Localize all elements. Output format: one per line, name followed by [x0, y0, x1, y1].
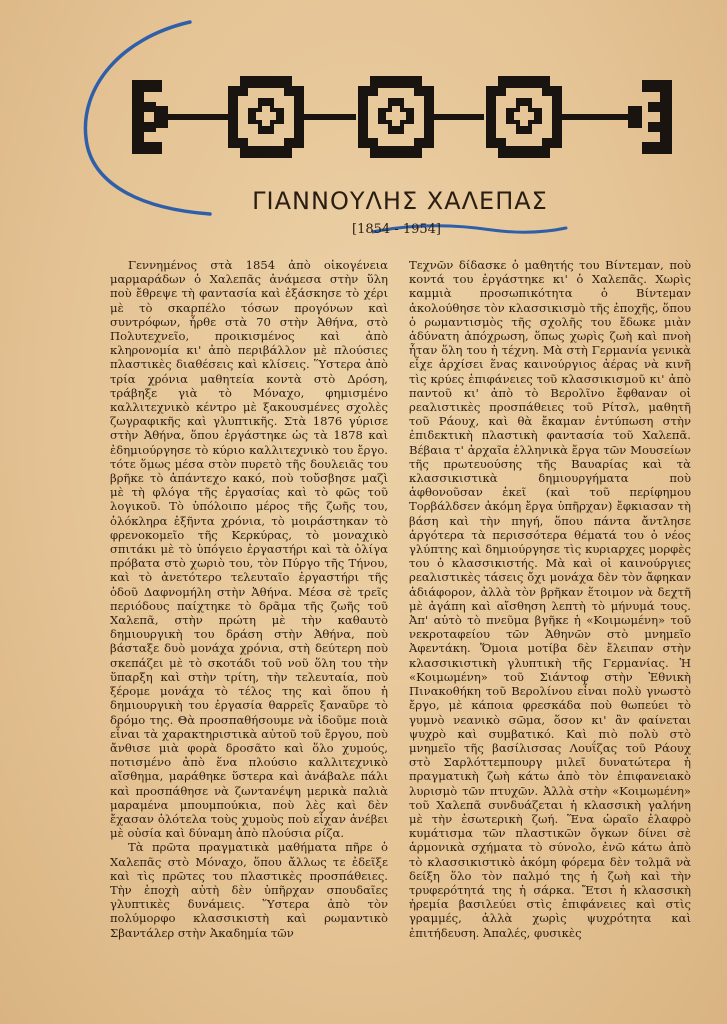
article-title-block — [230, 186, 570, 216]
paragraph: Γεννημένος στὰ 1854 ἀπὸ οἰκογένεια μαρμαράδων ὁ Χαλεπᾶς ἀνάμεσα στὴν ὕλη ποὺ ἔθρεψε τὴ φαντασία καὶ ἐξάσκησε τὸ χέρι μὲ τὸ σκαρπέλο τόσων προγόνων καὶ συντρόφων, ἦρθε στὰ 70 στὴν Ἀθήνα, στὸ Πολυτεχνεῖο, προικισμένος καὶ ἀπὸ κληρονομία κι' ἀπὸ περιβάλλον μὲ πλούσιες πλαστικὲς διαθέσεις καὶ κλίσεις. Ὕστερα ἀπὸ τρία χρόνια μαθητεία κοντὰ στὸ Δρόση, τράβηξε γιὰ τὸ Μόναχο, φημισμένο καλλιτεχνικὸ κέντρο μὲ ξακουσμένες σχολὲς ζωγραφικῆς καὶ γλυπτικῆς. Στὰ 1876 γύρισε στὴν Ἀθήνα, ὅπου ἐργάστηκε ὡς τὰ 1878 καὶ ἐδημιούργησε τὸ κύριο καλλιτεχνικὸ του ἔργο. τότε ὅμως μέσα στὸν πυρετὸ τῆς δουλειᾶς του βρῆκε τὸ ἀπάντεχο κακό, ποὺ τοὔσβησε μαζὶ μὲ τὴ φλόγα τῆς ἐργασίας καὶ τὸ φῶς τοῦ λογικοῦ. Τὸ ὑπόλοιπο μέρος τῆς ζωῆς του, ὁλόκληρα ἑξῆντα χρόνια, τὸ μοιράστηκαν τὸ φρενοκομεῖο τῆς Κερκύρας, τὸ μοναχικὸ σπιτάκι μὲ τὸ ὑπόγειο ἐργαστήρι καὶ τὰ ὀλίγα πρόβατα στὸ χωριὸ του, τὸν Πύργο τῆς Τήνου, καὶ τὸ ἀνετότερο τελευταῖο ἐργαστήρι τῆς ὁδοῦ Δαφνομήλη στὴν Ἀθήνα. Μέσα σὲ τρεῖς περιόδους παίχτηκε τὸ δρᾶμα τῆς ζωῆς τοῦ Χαλεπᾶ, στὴν πρώτη μὲ τὴν καθαυτὸ δημιουργικὴ του δράση στὴν Ἀθήνα, ποὺ βάσταξε δυὸ μονάχα χρόνια, στὴ δεύτερη ποὺ σκεπάζει μὲ τὸ σκοτάδι τοῦ νοῦ ὅλη του τὴν ὕπαρξη καὶ στὴν τρίτη, τὴν τελευταία, ποὺ ξέρομε μονάχα τὸ τέλος της καὶ ὅπου ἡ δημιουργικὴ του ἐργασία θαρρεῖς ξαναῦρε τὸ δρόμο της. Θὰ προσπαθήσουμε νὰ ἰδοῦμε ποιὰ εἶναι τὰ χαρακτηριστικὰ αὐτοῦ τοῦ ἔργου, ποὺ ἄνθισε μιὰ φορὰ δροσᾶτο καὶ ὅλο χυμούς, ποτισμένο ἀπὸ ἕνα πλούσιο καλλιτεχνικὸ αἴσθημα, μαράθηκε ὕστερα καὶ ἀνάβαλε πάλι καὶ προσπάθησε νὰ ζωντανέψη μερικὰ παλιὰ μαραμένα μπουμπούκια, ποὺ λὲς καὶ δὲν ἔχασαν ὁλότελα τοὺς χυμοὺς ποὺ εἶχαν ἀνέβει μὲ οὐσία καὶ δύναμη ἀπὸ πλούσια ρίζα. — [110, 258, 388, 841]
text-column-right — [409, 258, 691, 940]
paragraph: Τεχνῶν δίδασκε ὁ μαθητής του Βίντεμαν, ποὺ κοντά του ἐργάστηκε κι' ὁ Χαλεπᾶς. Χωρὶς καμμιὰ προσωπικότητα ὁ Βίντεμαν ἀκολούθησε τὸν κλασσικισμὸ τῆς ἐποχῆς, ὅπου ὁ ρωμαντισμὸς τῆς σχολῆς του ἔδωκε μιὰν ἀδύνατη ἀπόχρωση, ὅπως χωρὶς ζωὴ καὶ πνοὴ ἦταν ὅλη του ἡ τέχνη. Μὰ στὴ Γερμανία γενικὰ εἶχε ἀρχίσει ἕνας καινούργιος ἀέρας νὰ κινῆ τὶς κρύες ἐπιφάνειες τοῦ κλασσικισμοῦ κι' ἀπὸ παντοῦ κι' ἀπὸ τὸ Βερολῖνο ἔφθαναν οἱ ρεαλιστικὲς προσπάθειες τοῦ Ρίτσλ, μαθητῆ τοῦ Ράουχ, καὶ θὰ ἔκαμαν ἐντύπωση στὴν ἐπιδεκτικὴ πλαστικὴ φαντασία τοῦ Χαλεπᾶ. Βέβαια τ' ἀρχαῖα ἑλληνικὰ ἔργα τῶν Μουσείων τῆς πρωτευούσης τῆς Βαυαρίας καὶ τὰ κλασσικιστικὰ δημιουργήματα ποὺ ἀφθονοῦσαν ἐκεῖ (καὶ τοῦ περίφημου Τορβάλδσεν ἀκόμη ἔργα ὑπῆρχαν) ἔφκιασαν τὴ βάση καὶ τὴν πηγή, ὅπου πάντα ἄντλησε ἀργότερα τὰ περισσότερα θέματά του ὁ νέος γλύπτης καὶ δημιούργησε τὶς κυριαρχες μορφὲς του ὁ κλασσικιστής. Μὰ καὶ οἱ καινούργιες ρεαλιστικὲς τάσεις ὄχι μονάχα δὲν τὸν ἄφηκαν ἀδιάφορον, ἀλλὰ τὸν βρῆκαν ἕτοιμον νὰ δεχτῆ μὲ ἀγάπη καὶ αἴσθηση λεπτὴ τὸ μήνυμά τους. Ἀπ' αὐτὸ τὸ πνεῦμα βγῆκε ἡ «Κοιμωμένη» τοῦ νεκροταφείου τῶν Ἀθηνῶν στὸ μνημεῖο Ἀφεντάκη. Ὅμοια μοτίβα δὲν ἔλειπαν στὴν κλασσικιστικὴ γλυπτικὴ τῆς Γερμανίας. Ἡ «Κοιμωμένη» τοῦ Σιάντοφ στὴν Ἐθνικὴ Πινακοθήκη τοῦ Βερολίνου εἶναι πολὺ γνωστὸ ἔργο, μὲ κάποια φρεσκάδα ποὺ θωπεύει τὸ γυμνὸ νεανικὸ σῶμα, ὅσον κι' ἂν φαίνεται ψυχρὸ καὶ συμβατικό. Καὶ πιὸ πολὺ στὸ μνημεῖο τῆς βασίλισσας Λουΐζας τοῦ Ράουχ στὸ Σαρλόττεμπουργ μιλεῖ δυνατώτερα ἡ πραγματικὴ ζωὴ κάτω ἀπὸ τὸν ἐπιφανειακὸ λυρισμὸ τῶν πτυχῶν. Ἀλλὰ στὴν «Κοιμωμένη» τοῦ Χαλεπᾶ συνδυάζεται ἡ κλασσικὴ γαλήνη μὲ τὴν ἐσωτερικὴ ζωή. Ἕνα ὡραῖο ἐλαφρὸ κυμάτισμα τῶν πλαστικῶν ὄγκων δίνει σὲ ἁρμονικὰ σχήματα τὸ σύνολο, ἐνῶ κάτω ἀπὸ τὸ κλασσικιστικὸ ἀκόμη φόρεμα δὲν τολμᾶ νὰ δείξη ὅλο τὸν παλμό της ἡ ζωὴ καὶ τὴν τρυφερότητά της ἡ σάρκα. Ἔτσι ἡ κλασσικὴ ἠρεμία βασιλεύει στὶς ἐπιφάνειες καὶ στὶς γραμμές, ἀλλὰ χωρὶς ψυχρότητα καὶ ἐπιτήδευση. Ἀπαλές, φυσικὲς — [409, 258, 691, 940]
paragraph: Τὰ πρῶτα πραγματικὰ μαθήματα πῆρε ὁ Χαλεπᾶς στὸ Μόναχο, ὅπου ἄλλως τε ἐδεῖξε καὶ τὶς πρῶτες του πλαστικὲς προσπάθειες. Τὴν ἐποχὴ αὐτὴ δὲν ὑπῆρχαν σπουδαῖες γλυπτικὲς δυνάμεις. Ὕστερα ἀπὸ τὸν πολύμορφο κλασσικιστὴ καὶ ρωμαντικὸ Σβαντάλερ στὴν Ἀκαδημία τῶν — [110, 840, 388, 940]
greek-meander-ornament-icon — [128, 72, 676, 162]
article-dates: [1854 - 1954] — [352, 222, 441, 237]
text-column-left — [110, 258, 388, 940]
article-title: ΓΙΑΝΝΟΥΛΗΣ ΧΑΛΕΠΑΣ — [252, 187, 548, 215]
